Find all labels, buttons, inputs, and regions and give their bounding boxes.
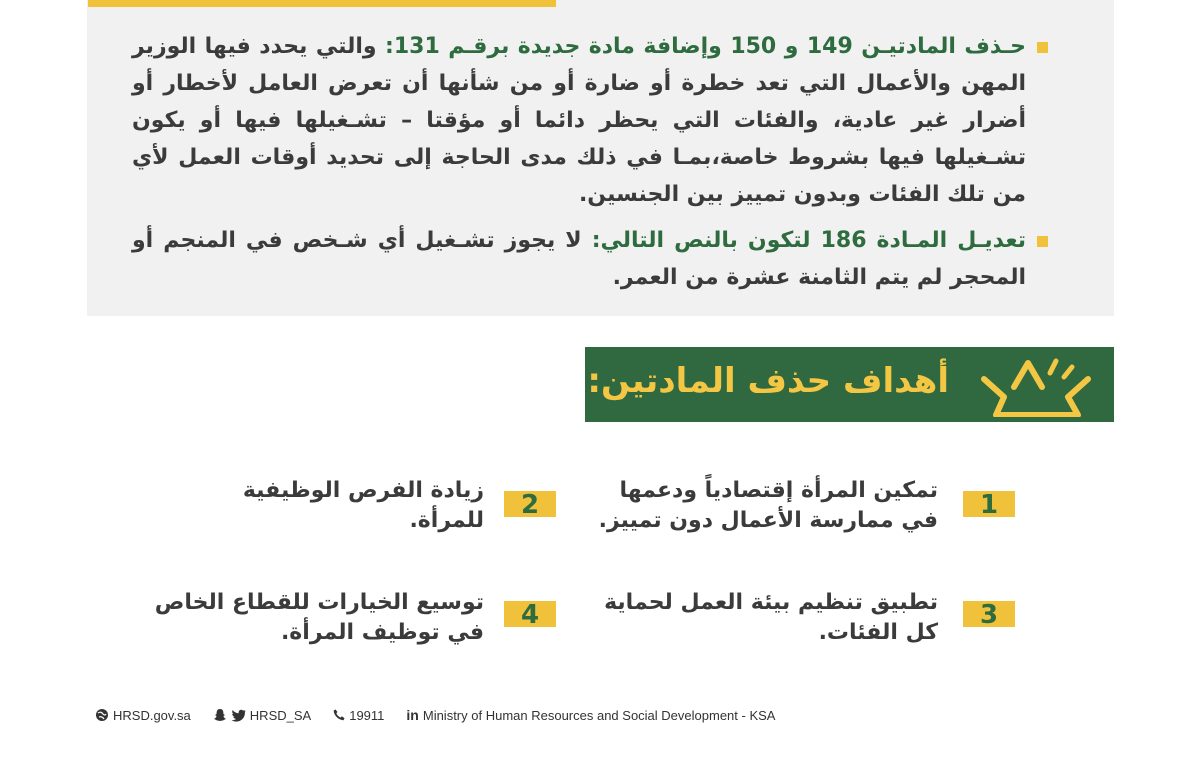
star-outline-icon — [970, 357, 1096, 417]
goal-1-text — [599, 476, 938, 536]
goal-2-text — [243, 476, 484, 536]
footer-phone[interactable] — [333, 708, 384, 723]
goal-4-line2: في توظيف المرأة. — [280, 620, 484, 645]
social-handle-text: HRSD_SA — [249, 707, 312, 723]
goal-1-line2: في ممارسة الأعمال دون تمييز. — [598, 508, 938, 533]
goal-4-number: 4 — [504, 601, 556, 627]
goal-2-line1: زيادة الفرص الوظيفية — [242, 478, 484, 503]
paragraph-1-lead: حـذف المادتيـن 149 و 150 وإضافة مادة جديدة برقـم 131: — [385, 34, 1026, 59]
goal-4-line1: توسيع الخيارات للقطاع الخاص — [154, 590, 484, 615]
goal-1-number: 1 — [963, 491, 1015, 517]
bullet-square-icon — [1037, 42, 1048, 53]
paragraph-2-body: لا يجوز تشـغيل أي شـخص في المنجم أو المحجر لم يتم الثامنة عشرة من العمر. — [132, 228, 1026, 290]
paragraph-article-186 — [132, 222, 1026, 296]
footer-website[interactable] — [95, 708, 191, 723]
footer-social[interactable] — [213, 708, 311, 723]
goal-3-text — [604, 588, 938, 648]
bullet-square-icon — [1037, 236, 1048, 247]
linkedin-text: Ministry of Human Resources and Social Development - KSA — [422, 707, 776, 723]
goals-title: أهداف حذف المادتين: — [587, 361, 949, 401]
goals-header — [585, 347, 1114, 422]
phone-number-text: 19911 — [349, 707, 385, 723]
goal-3-number: 3 — [963, 601, 1015, 627]
globe-icon — [95, 708, 109, 722]
snapchat-icon — [213, 708, 227, 722]
footer-linkedin[interactable] — [406, 707, 775, 723]
paragraph-articles-149-150 — [132, 28, 1026, 213]
goal-1-line1: تمكين المرأة إقتصادياً ودعمها — [619, 478, 938, 503]
goal-3-line2: كل الفئات. — [818, 620, 938, 645]
goal-2-line2: للمرأة. — [409, 508, 484, 533]
goal-4-text — [155, 588, 484, 648]
top-accent-bar — [88, 0, 556, 7]
paragraph-2-lead: تعديـل المـادة 186 لتكون بالنص التالي: — [591, 228, 1027, 253]
website-text: HRSD.gov.sa — [113, 707, 191, 723]
goal-3-line1: تطبيق تنظيم بيئة العمل لحماية — [604, 590, 938, 615]
goal-2-number: 2 — [504, 491, 556, 517]
phone-icon — [333, 709, 345, 721]
linkedin-icon: in — [406, 707, 419, 723]
footer — [95, 704, 797, 726]
paragraph-1-body: والتي يحدد فيها الوزير المهن والأعمال التي تعد خطرة أو ضارة أو من شأنها أن تعرض العامل لأخطار أو أضرار غير عادية، والفئات التي يحظر دائما أو مؤقتا – تشـغيلها فيها أو يكون تشـغيلها فيها بشروط خاصة،بمـا في ذلك مدى الحاجة إلى تحديد أوقات العمل لأي من تلك الفئات وبدون تمييز بين الجنسين. — [132, 34, 1026, 207]
twitter-icon — [231, 709, 246, 722]
